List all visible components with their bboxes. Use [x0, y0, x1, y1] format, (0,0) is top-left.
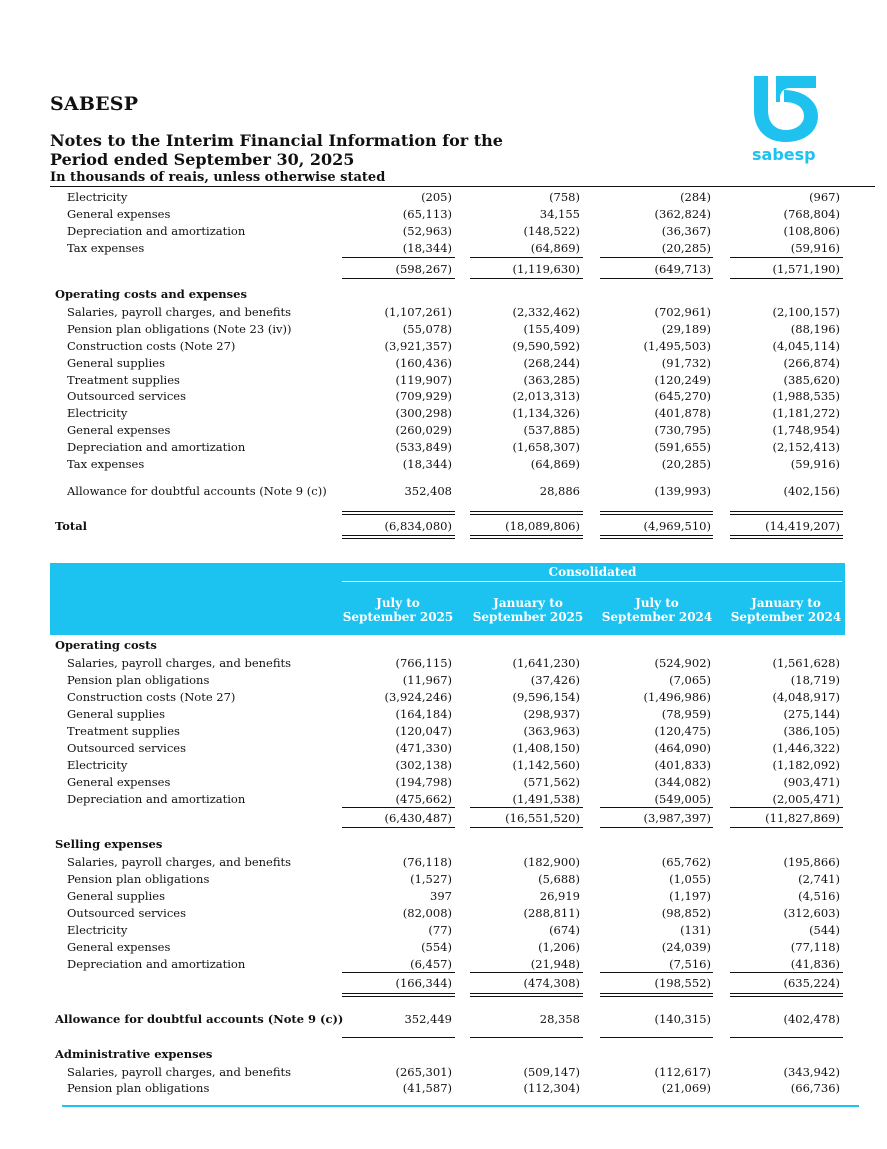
value-cell: (18,344): [402, 241, 452, 255]
value-cell: (65,113): [402, 207, 452, 221]
section-heading: Administrative expenses: [55, 1047, 213, 1061]
value-cell: (598,267): [395, 262, 452, 276]
table-row: General supplies (164,184) (298,937) (78,959) (275,144): [67, 707, 840, 721]
value-cell: (59,916): [790, 241, 840, 255]
subtotal-row: [0, 261, 887, 277]
section-heading: Operating costs: [55, 638, 157, 652]
value-cell: (768,804): [783, 207, 840, 221]
subtotal-line: [470, 278, 583, 279]
company-name: SABESP: [50, 93, 139, 115]
row-label: Electricity: [67, 190, 128, 204]
page-subtitle: In thousands of reais, unless otherwise stated: [50, 170, 386, 185]
column-header: July to September 2024: [601, 596, 713, 624]
table-row: Construction costs (Note 27) (3,924,246) (9,596,154) (1,496,986) (4,048,917): [67, 690, 840, 704]
logo-text: sabesp: [752, 145, 816, 164]
table-row: Depreciation and amortization (533,849) (1,658,307) (591,655) (2,152,413): [67, 440, 840, 454]
value-cell: 34,155: [539, 207, 580, 221]
table-row: Electricity (302,138) (1,142,560) (401,833) (1,182,092): [67, 758, 840, 772]
table-row: Salaries, payroll charges, and benefits (265,301) (509,147) (112,617) (343,942): [67, 1065, 840, 1079]
table-row: General expenses (260,029) (537,885) (730,795) (1,748,954): [67, 423, 840, 437]
value-cell: (758): [549, 190, 580, 204]
table-row: Pension plan obligations (1,527) (5,688) (1,055) (2,741): [67, 872, 840, 886]
value-cell: (205): [421, 190, 452, 204]
column-header: July to September 2025: [342, 596, 454, 624]
table-row: Treatment supplies (120,047) (363,963) (120,475) (386,105): [67, 724, 840, 738]
table-row: General expenses (194,798) (571,562) (344,082) (903,471): [67, 775, 840, 789]
row-label: Depreciation and amortization: [67, 224, 246, 238]
column-header: January to September 2025: [472, 596, 584, 624]
consolidated-title: Consolidated: [548, 565, 637, 579]
value-cell: (36,367): [661, 224, 711, 238]
table-row: [0, 240, 887, 256]
value-cell: (1,571,190): [772, 262, 840, 276]
footer-divider: [62, 1105, 859, 1107]
table-row: General supplies 397 26,919 (1,197) (4,516): [67, 889, 840, 903]
value-cell: (362,824): [654, 207, 711, 221]
value-cell: (967): [809, 190, 840, 204]
value-cell: (108,806): [783, 224, 840, 238]
table-row: Electricity (300,298) (1,134,326) (401,878) (1,181,272): [67, 406, 840, 420]
header-divider: [342, 581, 842, 582]
table-row: Outsourced services (82,008) (288,811) (98,852) (312,603): [67, 906, 840, 920]
sabesp-logo-icon: [750, 72, 822, 142]
table-row: Salaries, payroll charges, and benefits (76,118) (182,900) (65,762) (195,866): [67, 855, 840, 869]
table-row: General supplies (160,436) (268,244) (91,732) (266,874): [67, 356, 840, 370]
table-row: Depreciation and amortization (475,662) (1,491,538) (549,005) (2,005,471): [67, 792, 840, 806]
table-row: Electricity (77) (674) (131) (544): [67, 923, 840, 937]
table-row: [0, 223, 887, 239]
subtotal-line: [342, 278, 455, 279]
total-row: Total (6,834,080) (18,089,806) (4,969,510) (14,419,207): [55, 519, 840, 533]
table-row: Outsourced services (471,330) (1,408,150) (464,090) (1,446,322): [67, 741, 840, 755]
value-cell: (52,963): [402, 224, 452, 238]
table-row: Depreciation and amortization (6,457) (21,948) (7,516) (41,836): [67, 957, 840, 971]
header-divider: [50, 186, 875, 187]
value-cell: (20,285): [661, 241, 711, 255]
row-label: General expenses: [67, 207, 171, 221]
table-row: Tax expenses (18,344) (64,869) (20,285) (59,916): [67, 457, 840, 471]
value-cell: (1,119,630): [512, 262, 580, 276]
page-title: Notes to the Interim Financial Information for the Period ended September 30, 2025: [50, 131, 503, 169]
value-cell: (284): [680, 190, 711, 204]
allowance-row: Allowance for doubtful accounts (Note 9 (c)) 352,449 28,358 (140,315) (402,478): [55, 1012, 840, 1026]
table-row: Salaries, payroll charges, and benefits (1,107,261) (2,332,462) (702,961) (2,100,157): [67, 305, 840, 319]
table-row: Pension plan obligations (Note 23 (iv)) (55,078) (155,409) (29,189) (88,196): [67, 322, 840, 336]
subtotal-line: [600, 278, 713, 279]
table-row: Salaries, payroll charges, and benefits (766,115) (1,641,230) (524,902) (1,561,628): [67, 656, 840, 670]
table-row: [0, 206, 887, 222]
subtotal-line: [730, 278, 843, 279]
subtotal-row: (166,344) (474,308) (198,552) (635,224): [395, 976, 840, 990]
subtotal-row: (6,430,487) (16,551,520) (3,987,397) (11,827,869): [384, 811, 840, 825]
section-heading: Operating costs and expenses: [55, 287, 247, 301]
subtotal-line: [600, 257, 713, 258]
section-heading: Selling expenses: [55, 837, 163, 851]
table-row: General expenses (554) (1,206) (24,039) (77,118): [67, 940, 840, 954]
table-row: Pension plan obligations (11,967) (37,426) (7,065) (18,719): [67, 673, 840, 687]
allowance-row: Allowance for doubtful accounts (Note 9 (c)) 352,408 28,886 (139,993) (402,156): [67, 484, 840, 498]
value-cell: (64,869): [530, 241, 580, 255]
table-row: [0, 189, 887, 205]
value-cell: (148,522): [523, 224, 580, 238]
row-label: Tax expenses: [67, 241, 145, 255]
column-header: January to September 2024: [730, 596, 842, 624]
table-row: Construction costs (Note 27) (3,921,357) (9,590,592) (1,495,503) (4,045,114): [67, 339, 840, 353]
table-row: Treatment supplies (119,907) (363,285) (120,249) (385,620): [67, 373, 840, 387]
table-row: Outsourced services (709,929) (2,013,313) (645,270) (1,988,535): [67, 389, 840, 403]
table-row: Pension plan obligations (41,587) (112,304) (21,069) (66,736): [67, 1081, 840, 1095]
subtotal-line: [470, 257, 583, 258]
subtotal-line: [730, 257, 843, 258]
value-cell: (649,713): [654, 262, 711, 276]
subtotal-line: [342, 257, 455, 258]
